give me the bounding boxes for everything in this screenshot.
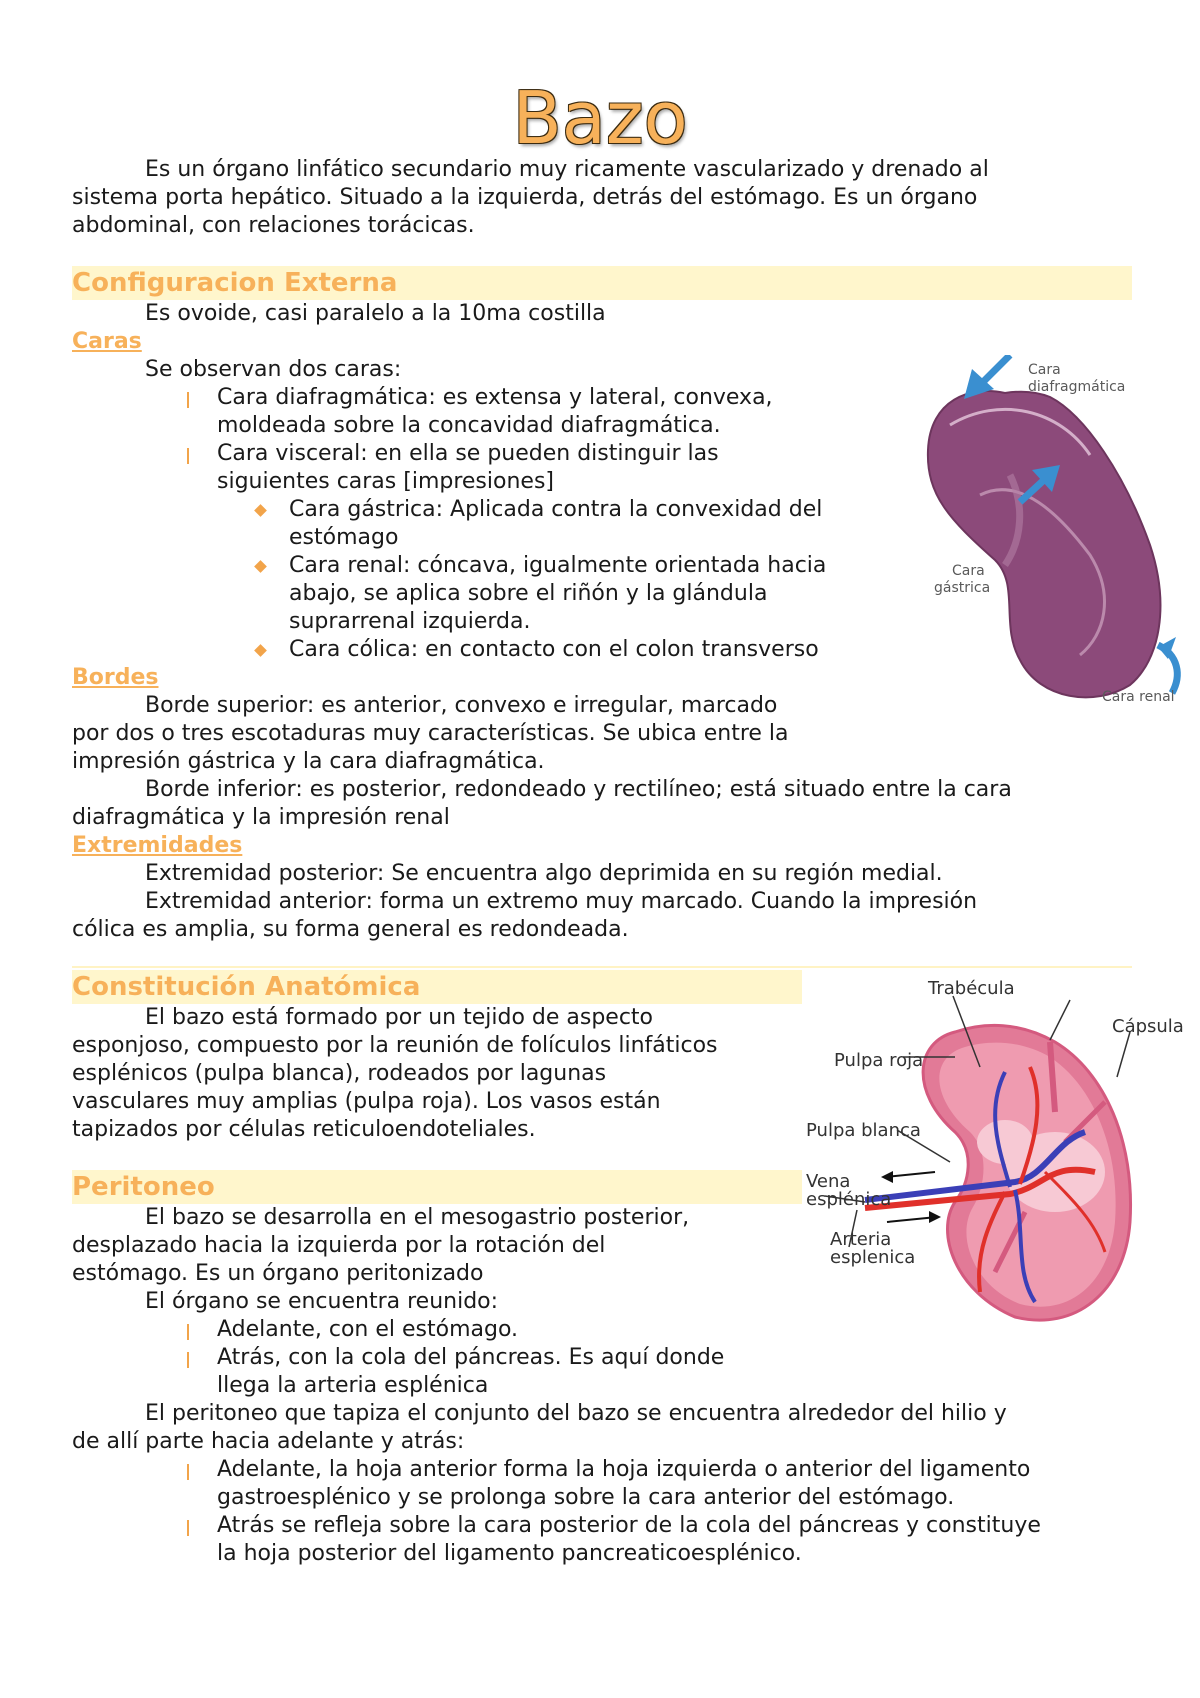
- label-arteria-2: esplenica: [830, 1247, 916, 1268]
- arrow-diafragmatica-icon: [982, 355, 1010, 383]
- bordes-line-2: por dos o tres escotaduras muy características. Se ubica entre la: [72, 721, 789, 746]
- leader-line: [1117, 1032, 1130, 1077]
- subheading-extremidades: Extremidades: [72, 833, 243, 858]
- peritoneo-bullet-4-line-1: Atrás se refleja sobre la cara posterior de la cola del páncreas y constituye: [217, 1513, 1041, 1538]
- caras-intro: Se observan dos caras:: [145, 357, 402, 382]
- bullet-marker: [187, 1324, 189, 1340]
- label-trabecula: Trabécula: [928, 978, 1015, 999]
- sub-bullet-renal-line-3: suprarrenal izquierda.: [289, 609, 531, 634]
- label-vena-2: esplénica: [806, 1189, 892, 1210]
- diamond-bullet-icon: [254, 560, 267, 573]
- diamond-bullet-icon: [254, 644, 267, 657]
- spleen-internal-figure: [805, 972, 1135, 1332]
- constitucion-line-4: vasculares muy amplias (pulpa roja). Los vasos están: [72, 1089, 661, 1114]
- label-pulpa-roja: Pulpa roja: [834, 1050, 924, 1071]
- peritoneo-line-1: El bazo se desarrolla en el mesogastrio posterior,: [145, 1205, 690, 1230]
- subheading-caras: Caras: [72, 329, 142, 354]
- pulpa-blanca-region: [977, 1120, 1033, 1164]
- divider: [72, 966, 1132, 968]
- sub-bullet-renal-line-1: Cara renal: cóncava, igualmente orientada hacia: [289, 553, 827, 578]
- leader-line: [1050, 1000, 1070, 1040]
- caras-bullet-1-line-1: Cara diafragmática: es extensa y lateral, convexa,: [217, 385, 773, 410]
- caras-bullet-2-line-2: siguientes caras [impresiones]: [217, 469, 554, 494]
- constitucion-line-1: El bazo está formado por un tejido de aspecto: [145, 1005, 654, 1030]
- intro-line-1: Es un órgano linfático secundario muy ricamente vascularizado y drenado al: [145, 157, 989, 182]
- label-capsula: Cápsula: [1112, 1016, 1184, 1037]
- spleen-organ-shape: [928, 391, 1161, 697]
- bullet-marker: [187, 392, 189, 408]
- extremidades-line-3: cólica es amplia, su forma general es redondeada.: [72, 917, 629, 942]
- section-heading-constitucion: Constitución Anatómica: [72, 972, 421, 1002]
- peritoneo-bullet-2-line-2: llega la arteria esplénica: [217, 1373, 489, 1398]
- section-heading-peritoneo: Peritoneo: [72, 1172, 215, 1202]
- label-arteria-1: Arteria: [830, 1229, 892, 1250]
- document-title: Bazo: [512, 76, 688, 160]
- peritoneo-para2-line-1: El peritoneo que tapiza el conjunto del bazo se encuentra alrededor del hilio y: [145, 1401, 1007, 1426]
- caras-bullet-2-line-1: Cara visceral: en ella se pueden distinguir las: [217, 441, 719, 466]
- bullet-marker: [187, 1352, 189, 1368]
- extremidades-line-2: Extremidad anterior: forma un extremo muy marcado. Cuando la impresión: [145, 889, 978, 914]
- peritoneo-bullet-2-line-1: Atrás, con la cola del páncreas. Es aquí donde: [217, 1345, 725, 1370]
- spleen-external-figure: [910, 355, 1190, 715]
- label-cara-gastrica-1: Cara: [952, 563, 985, 579]
- constitucion-line-5: tapizados por células reticuloendoteliales.: [72, 1117, 536, 1142]
- arrow-head-icon: [929, 1211, 941, 1223]
- label-cara-gastrica-2: gástrica: [934, 580, 991, 596]
- sub-bullet-renal-line-2: abajo, se aplica sobre el riñón y la glándula: [289, 581, 768, 606]
- intro-line-2: sistema porta hepático. Situado a la izquierda, detrás del estómago. Es un órgano: [72, 185, 978, 210]
- caras-bullet-1-line-2: moldeada sobre la concavidad diafragmática.: [217, 413, 721, 438]
- bullet-marker: [187, 1520, 189, 1536]
- diamond-bullet-icon: [254, 504, 267, 517]
- peritoneo-bullet-4-line-2: la hoja posterior del ligamento pancreaticoesplénico.: [217, 1541, 802, 1566]
- bordes-line-5: diafragmática y la impresión renal: [72, 805, 450, 830]
- label-cara-diafragmatica-1: Cara: [1028, 362, 1061, 378]
- bullet-marker: [187, 1464, 189, 1480]
- bordes-line-4: Borde inferior: es posterior, redondeado y rectilíneo; está situado entre la cara: [145, 777, 1012, 802]
- extremidades-line-1: Extremidad posterior: Se encuentra algo deprimida en su región medial.: [145, 861, 943, 886]
- label-cara-renal: Cara renal: [1102, 689, 1175, 705]
- label-vena-1: Vena: [806, 1171, 851, 1192]
- label-cara-diafragmatica-2: diafragmática: [1028, 379, 1126, 395]
- constitucion-line-3: esplénicos (pulpa blanca), rodeados por lagunas: [72, 1061, 607, 1086]
- bordes-line-1: Borde superior: es anterior, convexo e irregular, marcado: [145, 693, 778, 718]
- subheading-bordes: Bordes: [72, 665, 159, 690]
- sub-bullet-colica: Cara cólica: en contacto con el colon transverso: [289, 637, 819, 662]
- arrow-head-icon: [881, 1171, 893, 1183]
- intro-line-3: abdominal, con relaciones torácicas.: [72, 213, 475, 238]
- peritoneo-para2-line-2: de allí parte hacia adelante y atrás:: [72, 1429, 465, 1454]
- peritoneo-line-3: estómago. Es un órgano peritonizado: [72, 1261, 484, 1286]
- peritoneo-bullet-3-line-2: gastroesplénico y se prolonga sobre la cara anterior del estómago.: [217, 1485, 955, 1510]
- label-pulpa-blanca: Pulpa blanca: [806, 1120, 921, 1141]
- sub-bullet-gastrica-line-1: Cara gástrica: Aplicada contra la convexidad del: [289, 497, 823, 522]
- peritoneo-bullet-1: Adelante, con el estómago.: [217, 1317, 519, 1342]
- constitucion-line-2: esponjoso, compuesto por la reunión de folículos linfáticos: [72, 1033, 718, 1058]
- bullet-marker: [187, 448, 189, 464]
- peritoneo-line-4: El órgano se encuentra reunido:: [145, 1289, 499, 1314]
- peritoneo-bullet-3-line-1: Adelante, la hoja anterior forma la hoja izquierda o anterior del ligamento: [217, 1457, 1031, 1482]
- section-heading-config-externa: Configuracion Externa: [72, 268, 398, 298]
- bordes-line-3: impresión gástrica y la cara diafragmática.: [72, 749, 545, 774]
- config-line: Es ovoide, casi paralelo a la 10ma costilla: [145, 301, 606, 326]
- peritoneo-line-2: desplazado hacia la izquierda por la rotación del: [72, 1233, 606, 1258]
- sub-bullet-gastrica-line-2: estómago: [289, 525, 399, 550]
